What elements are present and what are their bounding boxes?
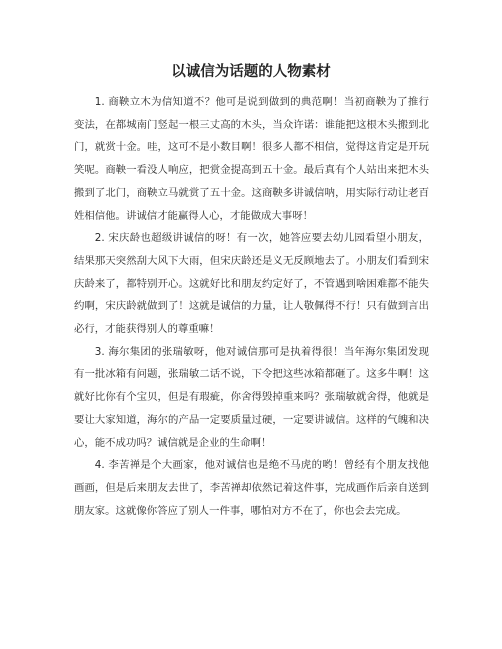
paragraph-zhang-ruimin: 3. 海尔集团的张瑞敏呀，他对诚信那可是执着得很！当年海尔集团发现有一批冰箱有问题，张瑞敏二话不说，下令把这些冰箱都砸了。这多牛啊！这就好比你有个宝贝，但是有瑕疵，你舍得毁掉重来吗？张瑞敏就舍得，他就是要让大家知道，海尔的产品一定要质量过硬，一定要讲诚信。这样的气魄和决心，能不成功吗？诚信就是企业的生命啊！ bbox=[74, 345, 429, 449]
document-title: 以诚信为话题的人物素材 bbox=[171, 64, 331, 80]
paragraph-shang-yang: 1. 商鞅立木为信知道不？他可是说到做到的典范啊！当初商鞅为了推行变法，在都城南门竖起一根三丈高的木头，当众许诺：谁能把这根木头搬到北门，就赏十金。哇，这可不是小数目啊！很多人都不相信，觉得这肯定是开玩笑呢。商鞅一看没人响应，把赏金提高到五十金。最后真有个人站出来把木头搬到了北门，商鞅立马就赏了五十金。这商鞅多讲诚信呐，用实际行动让老百姓相信他。讲诚信才能赢得人心，才能做成大事呀！ bbox=[74, 96, 429, 222]
document-body bbox=[74, 91, 429, 522]
paragraph-song-qingling: 2. 宋庆龄也超级讲诚信的呀！有一次，她答应要去幼儿园看望小朋友，结果那天突然刮大风下大雨，但宋庆龄还是义无反顾地去了。小朋友们看到宋庆龄来了，都特别开心。这就好比和朋友约定好了，不管遇到啥困难都不能失约啊，宋庆龄就做到了！这就是诚信的力量，让人敬佩得不行！只有做到言出必行，才能获得别人的尊重嘛！ bbox=[74, 232, 429, 336]
paragraph-li-kuchan: 4. 李苦禅是个大画家，他对诚信也是绝不马虎的哟！曾经有个朋友找他画画，但是后来朋友去世了，李苦禅却依然记着这件事，完成画作后亲自送到朋友家。这就像你答应了别人一件事，哪怕对方不在了，你也会去完成。 bbox=[74, 459, 429, 517]
